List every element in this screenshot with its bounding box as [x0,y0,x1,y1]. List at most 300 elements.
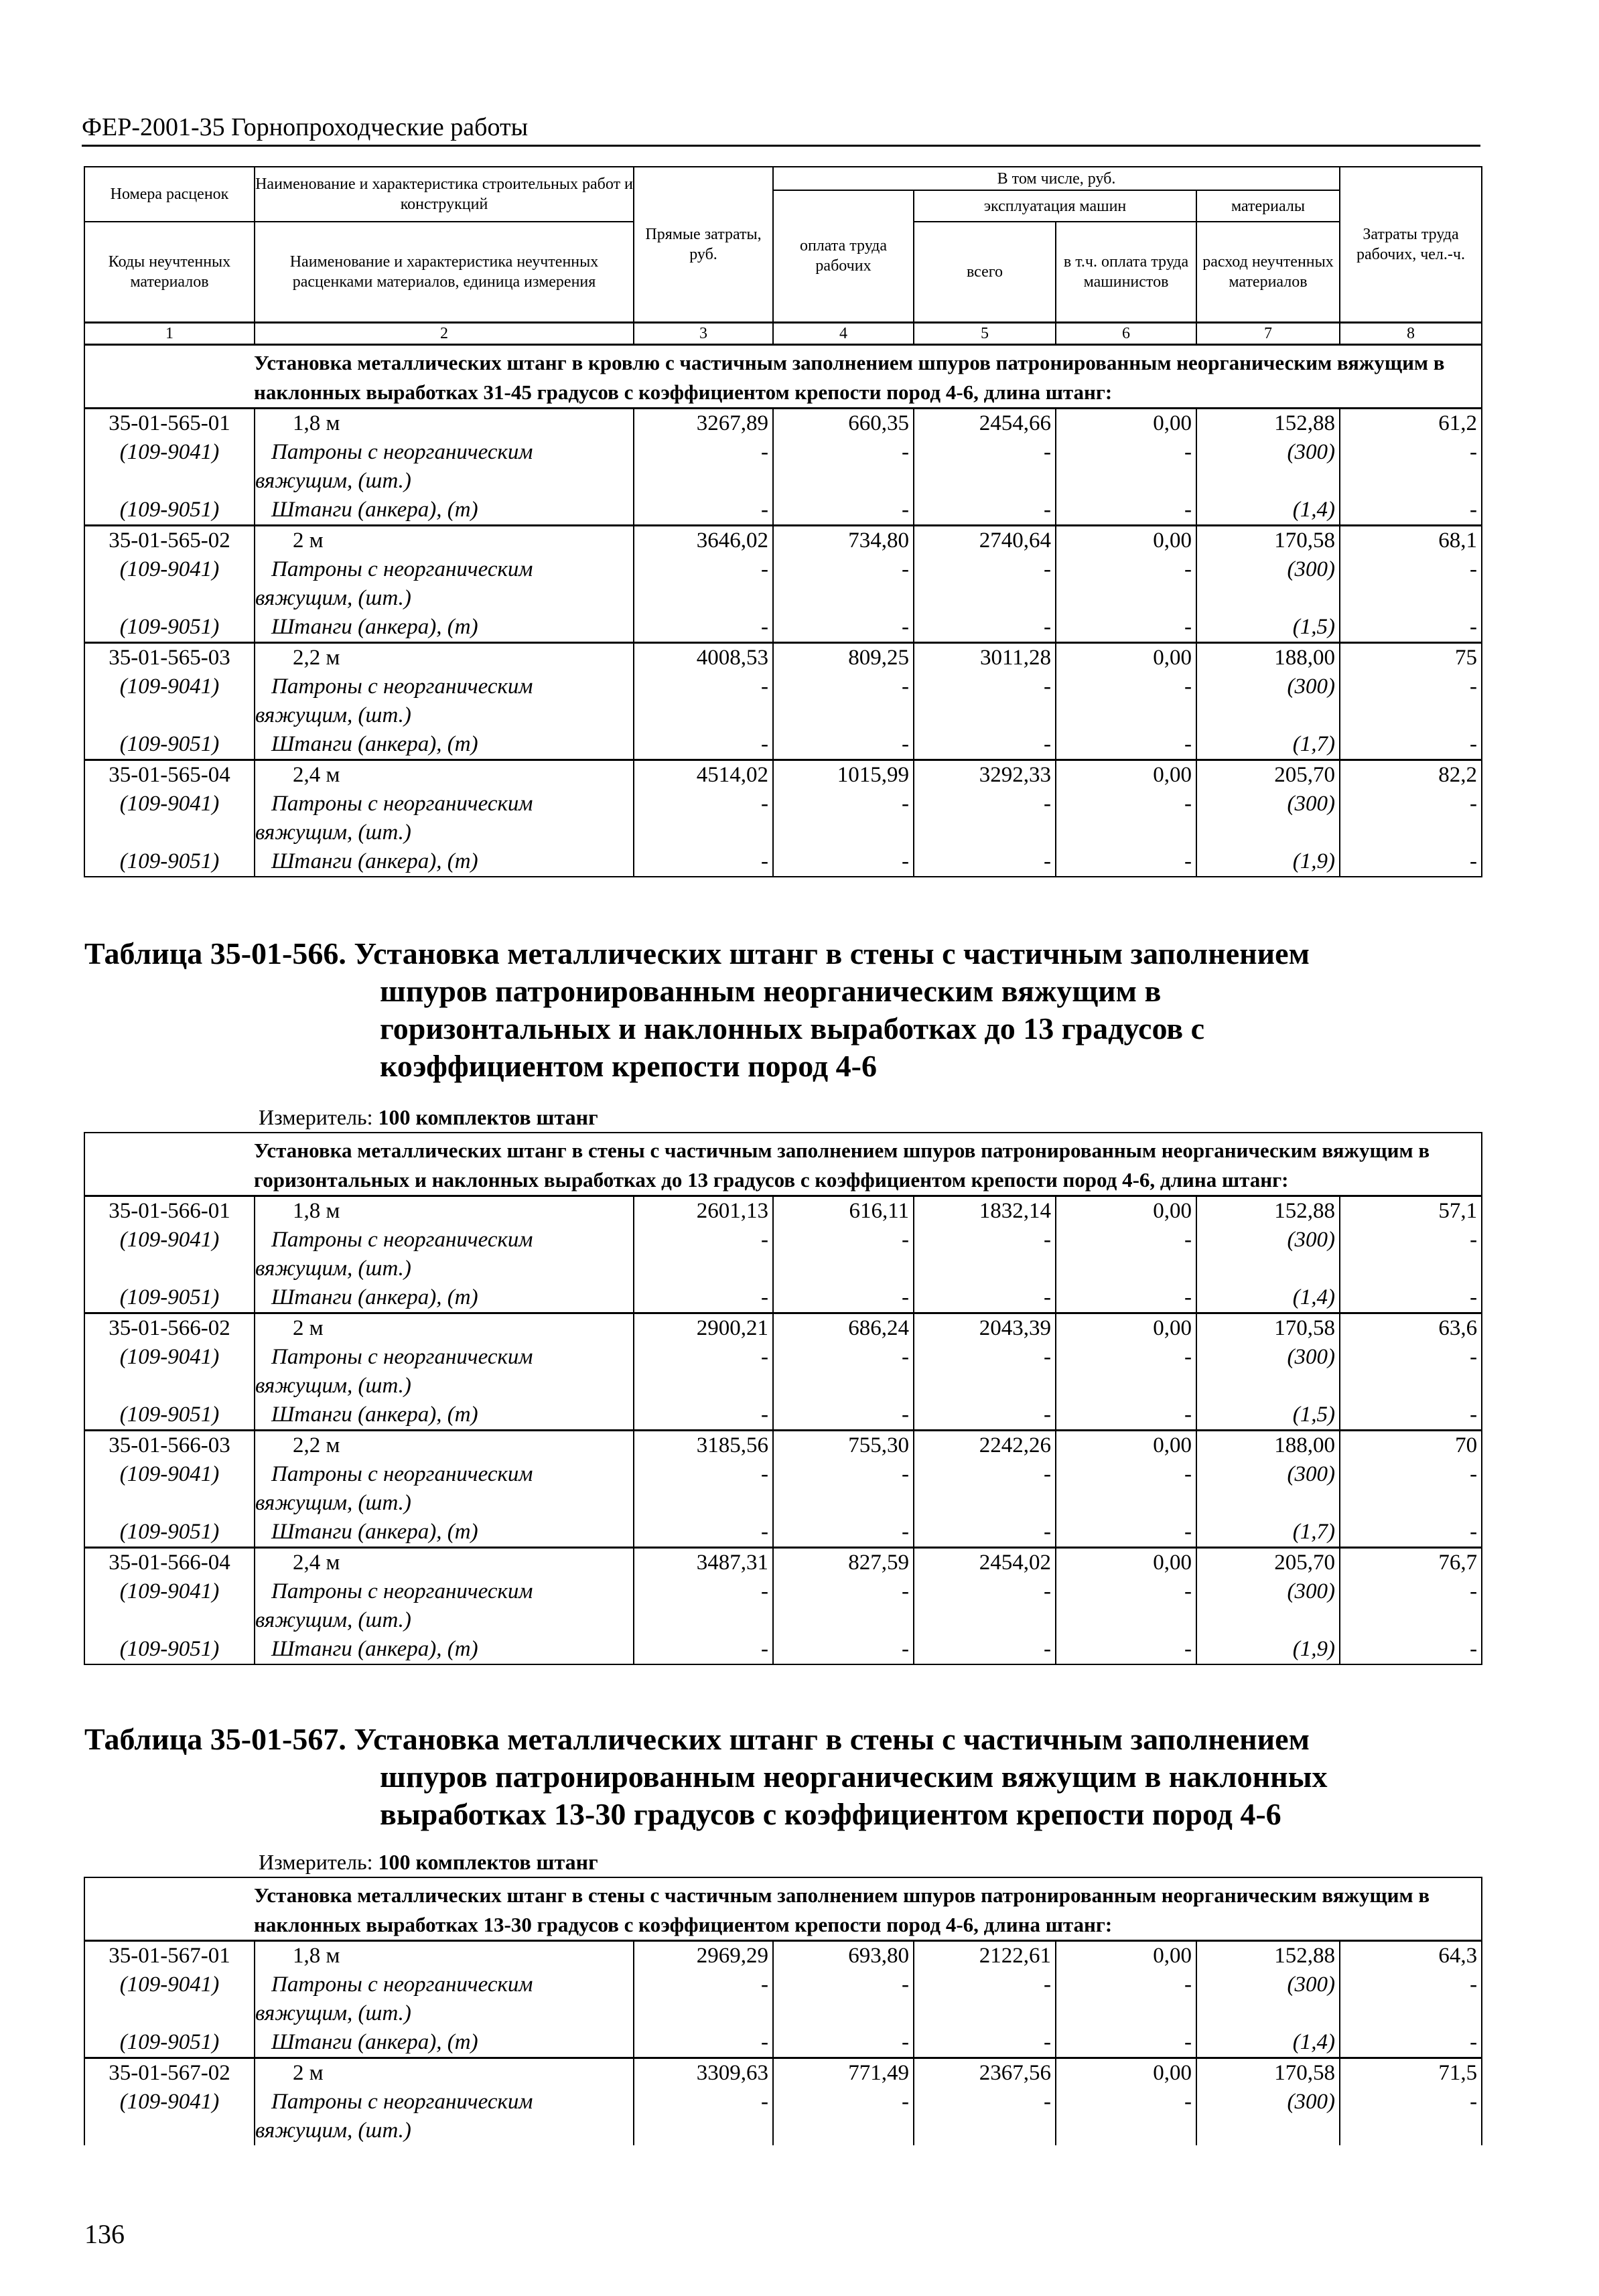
rates-table [84,1132,1482,1665]
value-cell [1340,1548,1482,1665]
material-value: (300) [1287,439,1335,464]
rate-value: 70 [1455,1433,1478,1457]
material-name: Патроны с неорганическим [271,439,533,464]
rate-value: 0,00 [1153,528,1192,553]
rate-code: 35-01-565-04 [109,762,230,787]
blank [634,2116,772,2145]
material-name: вяжущим, (шт.) [255,2119,411,2143]
material-value: - [1470,439,1477,464]
material-value: - [1184,1462,1192,1486]
blank [1340,1254,1481,1283]
value-cell [1340,1431,1482,1548]
page-number: 136 [84,2219,125,2249]
blank [1340,584,1481,613]
material-value: - [902,439,909,464]
blank [1197,1606,1339,1635]
material-value: - [1184,1403,1192,1427]
blank [1197,2116,1339,2145]
rate-value: 693,80 [848,1944,909,1968]
material-value: - [902,614,909,639]
rate-value: 2900,21 [696,1316,768,1340]
material-value: - [1184,731,1192,756]
material-value: - [1184,1579,1192,1603]
rate-value: 4008,53 [696,645,768,670]
blank [1197,584,1339,613]
table-35-01-565-section [84,166,1482,877]
material-value: - [761,497,768,522]
code-cell [84,1941,255,2058]
material-value: (1,9) [1292,1637,1335,1661]
blank [1197,818,1339,847]
material-code: (109-9051) [119,1520,220,1544]
rate-row [84,760,1482,877]
value-cell [1056,1431,1196,1548]
rate-value: 170,58 [1274,528,1335,553]
material-code: (109-9051) [119,2030,220,2054]
blank [85,467,254,496]
value-cell [773,760,914,877]
blank [1197,467,1339,496]
rate-value: 63,6 [1438,1316,1478,1340]
material-value: - [1044,1520,1051,1544]
blank [634,701,772,730]
material-value: - [1184,1520,1192,1544]
name-cell [255,1941,634,2058]
rate-value: 61,2 [1438,411,1477,435]
material-value: - [1184,439,1192,464]
material-value: - [1470,2030,1478,2054]
material-value: - [761,731,768,756]
value-cell [773,1431,914,1548]
table-35-01-566-section [84,1132,1482,1665]
value-cell [1196,408,1340,525]
name-cell [255,1313,634,1431]
rate-value: 0,00 [1153,1944,1192,1968]
value-cell [773,642,914,760]
col-header-labor-pay: оплата труда рабочих [773,190,914,322]
rate-row [84,1548,1482,1665]
value-cell [1196,1548,1340,1665]
material-code: (109-9051) [119,1637,220,1661]
value-cell [1056,2058,1196,2146]
rate-value: 0,00 [1153,1316,1192,1340]
material-value: - [1470,614,1477,639]
material-name: Патроны с неорганическим [271,791,533,816]
value-cell [634,525,773,642]
rate-code: 35-01-567-02 [109,2061,230,2085]
blank [1197,1999,1339,2028]
value-cell [773,1313,914,1431]
name-cell [255,2058,634,2146]
rate-value: 170,58 [1274,1316,1335,1340]
col-header-machinist-pay: в т.ч. оплата труда машинистов [1056,222,1196,322]
material-value: - [1044,731,1051,756]
material-value: - [902,1579,909,1603]
value-cell [1056,760,1196,877]
material-value: - [1184,614,1192,639]
material-value: - [902,1462,909,1486]
material-code: (109-9041) [119,1462,220,1486]
blank [1056,2116,1196,2145]
material-value: - [902,1285,909,1309]
blank [1340,1489,1481,1518]
rates-table [84,166,1482,877]
value-cell [634,1548,773,1665]
rate-row [84,2058,1482,2146]
name-cell [255,642,634,760]
material-code: (109-9041) [119,557,220,581]
code-cell [84,2058,255,2146]
material-value: - [902,731,909,756]
rate-value: 2242,26 [979,1433,1051,1457]
blank [85,1372,254,1401]
material-value: - [902,557,909,581]
code-cell [84,525,255,642]
material-code: (109-9051) [119,1403,220,1427]
blank [634,1489,772,1518]
section-caption-row [84,1877,1482,1941]
blank [634,467,772,496]
material-name: Штанги (анкера), (т) [271,497,478,522]
value-cell [914,1313,1056,1431]
material-value: (300) [1287,1972,1335,1997]
material-value: (1,9) [1292,849,1335,873]
rate-code: 35-01-566-04 [109,1551,230,1575]
material-value: - [902,1403,909,1427]
value-cell [914,1431,1056,1548]
rate-name: 2,2 м [293,645,340,670]
material-value: - [1044,1228,1051,1252]
material-value: - [1044,1403,1051,1427]
blank [85,2116,254,2145]
col-header-including: В том числе, руб. [773,167,1340,190]
value-cell [773,1548,914,1665]
code-cell [84,408,255,525]
material-value: - [1470,557,1477,581]
value-cell [914,525,1056,642]
rate-value: 82,2 [1438,762,1477,787]
material-name: Штанги (анкера), (т) [271,1403,478,1427]
value-cell [1056,1548,1196,1665]
col-header-machines-total: всего [914,222,1056,322]
code-cell [84,642,255,760]
material-value: - [761,1972,768,1997]
rate-value: 809,25 [848,645,909,670]
material-name: Штанги (анкера), (т) [271,2030,478,2054]
material-value: - [902,1345,909,1369]
material-value: - [902,674,909,699]
blank [85,701,254,730]
blank [774,701,913,730]
column-number: 4 [773,322,914,344]
rate-value: 64,3 [1438,1944,1478,1968]
material-name: Патроны с неорганическим [271,1462,533,1486]
material-value: - [1044,2090,1051,2114]
rate-row [84,1313,1482,1431]
blank [774,1372,913,1401]
blank [634,1999,772,2028]
rate-value: 205,70 [1274,1551,1335,1575]
rate-row [84,525,1482,642]
material-value: (300) [1287,557,1335,581]
material-value: - [1470,1462,1478,1486]
rate-code: 35-01-565-03 [109,645,230,670]
material-code: (109-9041) [119,791,220,816]
col-header-machines: эксплуатация машин [914,190,1196,222]
material-name: Штанги (анкера), (т) [271,1285,478,1309]
rates-table [84,1877,1482,2145]
rate-value: 0,00 [1153,762,1192,787]
material-name: Патроны с неорганическим [271,2090,533,2114]
blank [1056,1372,1196,1401]
rate-value: 0,00 [1153,645,1192,670]
material-value: (1,4) [1292,2030,1335,2054]
rate-value: 2601,13 [696,1199,768,1223]
blank [774,1489,913,1518]
rate-name: 2 м [293,2061,324,2085]
value-cell [634,1313,773,1431]
value-cell [914,760,1056,877]
rate-value: 771,49 [848,2061,909,2085]
blank [85,584,254,613]
value-cell [1340,760,1482,877]
value-cell [1056,1313,1196,1431]
measure-value: 100 комплектов штанг [378,1105,598,1129]
material-value: - [1470,2090,1478,2114]
rate-value: 0,00 [1153,1551,1192,1575]
blank [1056,467,1196,496]
material-value: - [761,2090,768,2114]
rate-value: 170,58 [1274,2061,1335,2085]
blank [774,818,913,847]
material-code: (109-9041) [119,1345,220,1369]
value-cell [1196,2058,1340,2146]
value-cell [1340,1941,1482,2058]
rate-value: 2043,39 [979,1316,1051,1340]
material-value: (1,5) [1292,614,1335,639]
blank [914,818,1055,847]
value-cell [1196,1431,1340,1548]
rate-value: 76,7 [1438,1551,1478,1575]
material-value: - [1184,1972,1192,1997]
material-value: - [761,2030,768,2054]
material-value: (300) [1287,1228,1335,1252]
material-value: (300) [1287,1462,1335,1486]
rate-value: 2740,64 [979,528,1051,553]
rate-value: 0,00 [1153,1433,1192,1457]
material-name: Штанги (анкера), (т) [271,849,478,873]
section-caption: Установка металлических штанг в кровлю с частичным заполнением шпуров патронированным неорганическим вяжущим в наклонных выработках 31-45 градусов с коэффициентом крепости пород 4-6, длина штанг: [84,344,1482,408]
value-cell [1340,2058,1482,2146]
code-cell [84,1196,255,1313]
blank [1197,1254,1339,1283]
material-value: - [761,849,768,873]
value-cell [914,408,1056,525]
value-cell [773,2058,914,2146]
rate-name: 2 м [293,528,324,553]
material-value: - [1470,497,1477,522]
material-name: Патроны с неорганическим [271,1579,533,1603]
material-value: - [761,1462,768,1486]
material-value: (300) [1287,1345,1335,1369]
blank [634,1372,772,1401]
code-cell [84,1548,255,1665]
value-cell [914,642,1056,760]
blank [1056,1999,1196,2028]
name-cell [255,1431,634,1548]
material-value: - [761,1285,768,1309]
rate-value: 205,70 [1274,762,1335,787]
material-name: Патроны с неорганическим [271,1972,533,1997]
material-value: - [1470,791,1477,816]
material-name: вяжущим, (шт.) [255,585,411,610]
rate-code: 35-01-565-02 [109,528,230,553]
blank [1056,1489,1196,1518]
material-name: Штанги (анкера), (т) [271,1520,478,1544]
material-name: вяжущим, (шт.) [255,1608,411,1632]
value-cell [773,1941,914,2058]
code-cell [84,760,255,877]
blank [85,1489,254,1518]
material-value: - [902,849,909,873]
rate-name: 1,8 м [293,411,340,435]
value-cell [1340,408,1482,525]
code-cell [84,1313,255,1431]
section-caption: Установка металлических штанг в стены с частичным заполнением шпуров патронированным неорганическим вяжущим в горизонтальных и наклонных выработках до 13 градусов с коэффициентом крепости пород 4-6, длина штанг: [84,1133,1482,1196]
rate-value: 71,5 [1438,2061,1478,2085]
material-value: - [1184,497,1192,522]
col-header-material-codes: Коды неучтенных материалов [84,222,255,322]
material-value: - [1044,1972,1051,1997]
rate-row [84,408,1482,525]
col-header-direct-costs: Прямые затраты, руб. [634,167,773,322]
col-header-material-name: Наименование и характеристика неучтенных расценками материалов, единица измерения [255,222,634,322]
rate-value: 0,00 [1153,411,1192,435]
material-value: - [761,614,768,639]
value-cell [914,2058,1056,2146]
value-cell [1056,1941,1196,2058]
material-value: - [902,791,909,816]
blank [774,1254,913,1283]
rate-name: 1,8 м [293,1199,340,1223]
value-cell [914,1941,1056,2058]
value-cell [1340,525,1482,642]
rate-value: 686,24 [848,1316,909,1340]
blank [914,1999,1055,2028]
material-code: (109-9051) [119,731,220,756]
rate-name: 2,4 м [293,1551,340,1575]
material-name: вяжущим, (шт.) [255,1257,411,1281]
material-name: вяжущим, (шт.) [255,2001,411,2025]
material-name: Патроны с неорганическим [271,1345,533,1369]
material-value: - [761,674,768,699]
material-value: - [1044,849,1051,873]
value-cell [773,408,914,525]
rate-value: 0,00 [1153,1199,1192,1223]
material-name: вяжущим, (шт.) [255,1374,411,1398]
blank [1056,1254,1196,1283]
material-value: - [1184,2030,1192,2054]
material-code: (109-9041) [119,439,220,464]
blank [1056,584,1196,613]
table-title-line: шпуров патронированным неорганическим вяжущим в [380,974,1162,1008]
rate-name: 2,2 м [293,1433,340,1457]
material-name: Штанги (анкера), (т) [271,1637,478,1661]
blank [914,1372,1055,1401]
column-number: 1 [84,322,255,344]
blank [1340,467,1481,496]
material-name: вяжущим, (шт.) [255,820,411,845]
value-cell [1196,1313,1340,1431]
value-cell [914,1196,1056,1313]
material-value: - [1470,849,1477,873]
value-cell [1196,1941,1340,2058]
value-cell [1196,760,1340,877]
material-value: - [761,439,768,464]
value-cell [1056,1196,1196,1313]
rate-value: 188,00 [1274,1433,1335,1457]
name-cell [255,760,634,877]
rate-value: 616,11 [849,1199,909,1223]
rate-row [84,642,1482,760]
blank [914,1254,1055,1283]
rate-name: 1,8 м [293,1944,340,1968]
rate-value: 68,1 [1438,528,1477,553]
rate-value: 2454,02 [979,1551,1051,1575]
material-value: - [1184,674,1192,699]
material-value: - [902,1228,909,1252]
material-value: - [761,1637,768,1661]
rate-name: 2 м [293,1316,324,1340]
material-code: (109-9051) [119,614,220,639]
table-title-line: горизонтальных и наклонных выработках до 13 градусов с [380,1011,1205,1046]
value-cell [634,1196,773,1313]
col-header-labor-costs: Затраты труда рабочих, чел.-ч. [1340,167,1482,322]
material-value: (300) [1287,2090,1335,2114]
blank [85,1254,254,1283]
name-cell [255,1548,634,1665]
value-cell [773,525,914,642]
material-value: (1,5) [1292,1403,1335,1427]
column-number: 6 [1056,322,1196,344]
value-cell [634,642,773,760]
rate-value: 152,88 [1274,1944,1335,1968]
material-value: - [1470,674,1477,699]
rate-value: 152,88 [1274,1199,1335,1223]
material-name: Патроны с неорганическим [271,1228,533,1252]
column-number: 2 [255,322,634,344]
material-value: - [1044,497,1051,522]
rate-value: 3267,89 [696,411,768,435]
material-value: - [1470,1345,1478,1369]
material-name: вяжущим, (шт.) [255,1491,411,1515]
material-code: (109-9041) [119,674,220,699]
rate-code: 35-01-566-03 [109,1433,230,1457]
material-value: - [761,1520,768,1544]
rate-value: 755,30 [848,1433,909,1457]
material-code: (109-9051) [119,1285,220,1309]
blank [85,818,254,847]
material-name: Штанги (анкера), (т) [271,614,478,639]
blank [914,467,1055,496]
blank [1197,701,1339,730]
table-35-01-567-title [84,1721,1505,1833]
material-value: (1,4) [1292,1285,1335,1309]
rate-value: 3487,31 [696,1551,768,1575]
table-title-line: Таблица 35-01-567. Установка металлических штанг в стены с частичным заполнением [84,1722,1310,1756]
material-value: - [1184,2090,1192,2114]
rate-value: 3185,56 [696,1433,768,1457]
